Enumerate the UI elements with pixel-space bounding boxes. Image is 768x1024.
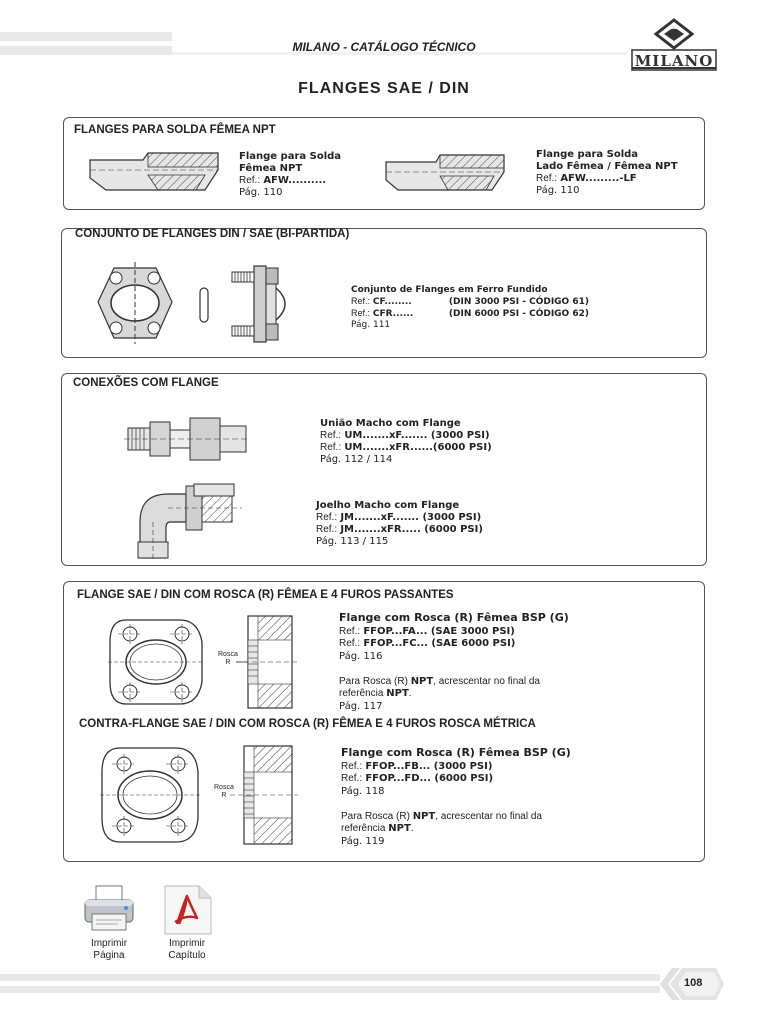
page-number: 108 xyxy=(684,977,703,989)
conjunto-desc: Conjunto de Flanges em Ferro Fundido xyxy=(351,285,548,295)
rosca-item2-text xyxy=(341,747,571,848)
print-chapter-label xyxy=(154,938,220,962)
solda-item1-ref: AFW.......... xyxy=(263,175,327,186)
conexoes-item1-ref2: UM.......xFR......(6000 PSI) xyxy=(344,442,492,453)
pdf-icon xyxy=(163,884,213,936)
rosca-item2-ref2: FFOP...FD... (6000 PSI) xyxy=(365,773,494,784)
rosca-item1-ref2: FFOP...FC... (SAE 6000 PSI) xyxy=(363,638,516,649)
section-conexoes-title: CONEXÕES COM FLANGE xyxy=(73,377,219,389)
print-page-line2: Página xyxy=(93,950,125,961)
rosca-item1-note-post: , acrescentar no final da xyxy=(433,675,540,687)
print-chapter-line2: Capítulo xyxy=(168,950,206,961)
rosca-item2-note-bold: NPT xyxy=(412,810,436,822)
solda-item2-text xyxy=(536,149,678,197)
rosca2-label-r: R xyxy=(221,792,227,799)
solda-item1-line1: Flange para Solda xyxy=(239,151,342,162)
rosca-item2-note2-bold: NPT xyxy=(388,823,411,834)
conexoes-item1-ref1: UM.......xF....... (3000 PSI) xyxy=(344,430,490,441)
section-conjunto-title: CONJUNTO DE FLANGES DIN / SAE (BI-PARTIDA) xyxy=(75,228,350,240)
solda-item2-line1: Flange para Solda xyxy=(536,149,639,160)
print-page-line1: Imprimir xyxy=(90,938,128,949)
solda-item2-line2: Lado Fêmea / Fêmea NPT xyxy=(536,161,678,172)
rosca-item2-ref2-label: Ref.: xyxy=(341,773,363,784)
elbow-male-flange-drawing xyxy=(134,482,244,560)
conexoes-item2-ref1: JM.......xF....... (3000 PSI) xyxy=(340,512,482,523)
rosca-item1-name: Flange com Rosca (R) Fêmea BSP (G) xyxy=(339,611,569,624)
conjunto-ref1-spec: (DIN 3000 PSI - CÓDIGO 61) xyxy=(448,297,589,307)
conexoes-item2-ref2: JM.......xFR..... (6000 PSI) xyxy=(340,524,483,535)
conexoes-item1-page: Pág. 112 / 114 xyxy=(320,454,393,465)
conexoes-item2-text xyxy=(316,500,483,548)
section-rosca-title: FLANGE SAE / DIN COM ROSCA (R) FÊMEA E 4 FUROS PASSANTES xyxy=(77,589,454,601)
conjunto-ref2-spec: (DIN 6000 PSI - CÓDIGO 62) xyxy=(448,309,589,319)
threaded-flange-through-holes-drawing xyxy=(108,612,298,712)
conexoes-item1-ref1-label: Ref.: xyxy=(320,430,342,441)
solda-item2-ref: AFW.........-LF xyxy=(560,173,637,184)
conexoes-item2-page: Pág. 113 / 115 xyxy=(316,536,389,547)
conexoes-item2-ref2-label: Ref.: xyxy=(316,524,338,535)
rosca-item1-page1: Pág. 116 xyxy=(339,650,383,662)
rosca-item1-ref2-label: Ref.: xyxy=(339,638,361,649)
solda-item1-page: Pág. 110 xyxy=(239,187,283,198)
rosca-item2-name: Flange com Rosca (R) Fêmea BSP (G) xyxy=(341,746,571,759)
rosca-item1-note-pre: Para Rosca (R) xyxy=(339,675,411,687)
footer-stripe-top xyxy=(0,974,660,981)
section-solda-title: FLANGES PARA SOLDA FÊMEA NPT xyxy=(74,124,276,136)
rosca-item2-ref1-label: Ref.: xyxy=(341,760,363,772)
rosca-item2-ref1: FFOP...FB... (3000 PSI) xyxy=(365,760,493,772)
rosca1-label-r: R xyxy=(225,659,231,666)
header-title: MILANO - CATÁLOGO TÉCNICO xyxy=(292,40,476,54)
rosca-item1-ref1-label: Ref.: xyxy=(339,625,361,637)
rosca1-label xyxy=(218,651,238,667)
milano-logo xyxy=(630,18,718,74)
rosca-item2-note-post: , acrescentar no final da xyxy=(435,810,542,822)
rosca-item2-note2-post: . xyxy=(410,823,414,834)
solda-item2-ref-label: Ref.: xyxy=(536,173,558,184)
conjunto-ref1-label: Ref.: xyxy=(351,296,371,306)
rosca2-label-text: Rosca xyxy=(214,784,234,791)
page-title: FLANGES SAE / DIN xyxy=(298,80,470,97)
rosca-item1-note-bold: NPT xyxy=(410,675,434,687)
conexoes-item2-name: Joelho Macho com Flange xyxy=(316,500,460,511)
rosca-item1-page2: Pág. 117 xyxy=(339,700,383,712)
print-chapter-button[interactable] xyxy=(154,882,220,968)
logo-text: MILANO xyxy=(634,52,714,70)
rosca-item1-note2-pre: referência xyxy=(339,688,387,699)
section-contra-flange-title: CONTRA-FLANGE SAE / DIN COM ROSCA (R) FÊMEA E 4 FUROS ROSCA MÉTRICA xyxy=(79,718,536,730)
rosca-item2-page1: Pág. 118 xyxy=(341,785,385,797)
weld-flange-npt-drawing xyxy=(88,150,223,200)
rosca-item1-ref1: FFOP...FA... (SAE 3000 PSI) xyxy=(363,625,515,637)
conexoes-item2-ref1-label: Ref.: xyxy=(316,512,338,523)
split-flange-set-drawing xyxy=(94,258,314,348)
printer-icon xyxy=(82,884,136,934)
solda-item2-page: Pág. 110 xyxy=(536,185,580,196)
rosca-item2-note2-pre: referência xyxy=(341,823,389,834)
solda-item1-ref-label: Ref.: xyxy=(239,175,261,186)
weld-flange-lf-drawing xyxy=(384,152,508,196)
print-chapter-line1: Imprimir xyxy=(168,938,206,949)
solda-item1-line2: Fêmea NPT xyxy=(239,163,303,174)
print-page-label xyxy=(76,938,142,962)
rosca-item2-page2: Pág. 119 xyxy=(341,835,385,847)
rosca1-label-text: Rosca xyxy=(218,651,238,658)
rosca-item1-text xyxy=(339,612,569,713)
conjunto-ref1-code: CF........ xyxy=(372,297,412,307)
counter-flange-metric-holes-drawing xyxy=(100,742,300,848)
conjunto-page: Pág. 111 xyxy=(351,320,391,330)
union-male-flange-drawing xyxy=(124,414,250,464)
rosca-item1-note2-post: . xyxy=(408,688,412,699)
print-page-button[interactable] xyxy=(76,882,142,968)
solda-item1-text xyxy=(239,151,341,199)
conexoes-item1-name: União Macho com Flange xyxy=(320,418,461,429)
conjunto-ref2-label: Ref.: xyxy=(351,308,371,318)
rosca2-label xyxy=(214,784,234,800)
conexoes-item1-text xyxy=(320,418,492,466)
conexoes-item1-ref2-label: Ref.: xyxy=(320,442,342,453)
rosca-item1-note2-bold: NPT xyxy=(386,688,409,699)
rosca-item2-note-pre: Para Rosca (R) xyxy=(341,810,413,822)
footer-stripe-bottom xyxy=(0,986,660,993)
conjunto-ref2-code: CFR...... xyxy=(372,309,414,319)
conjunto-text xyxy=(351,285,589,331)
